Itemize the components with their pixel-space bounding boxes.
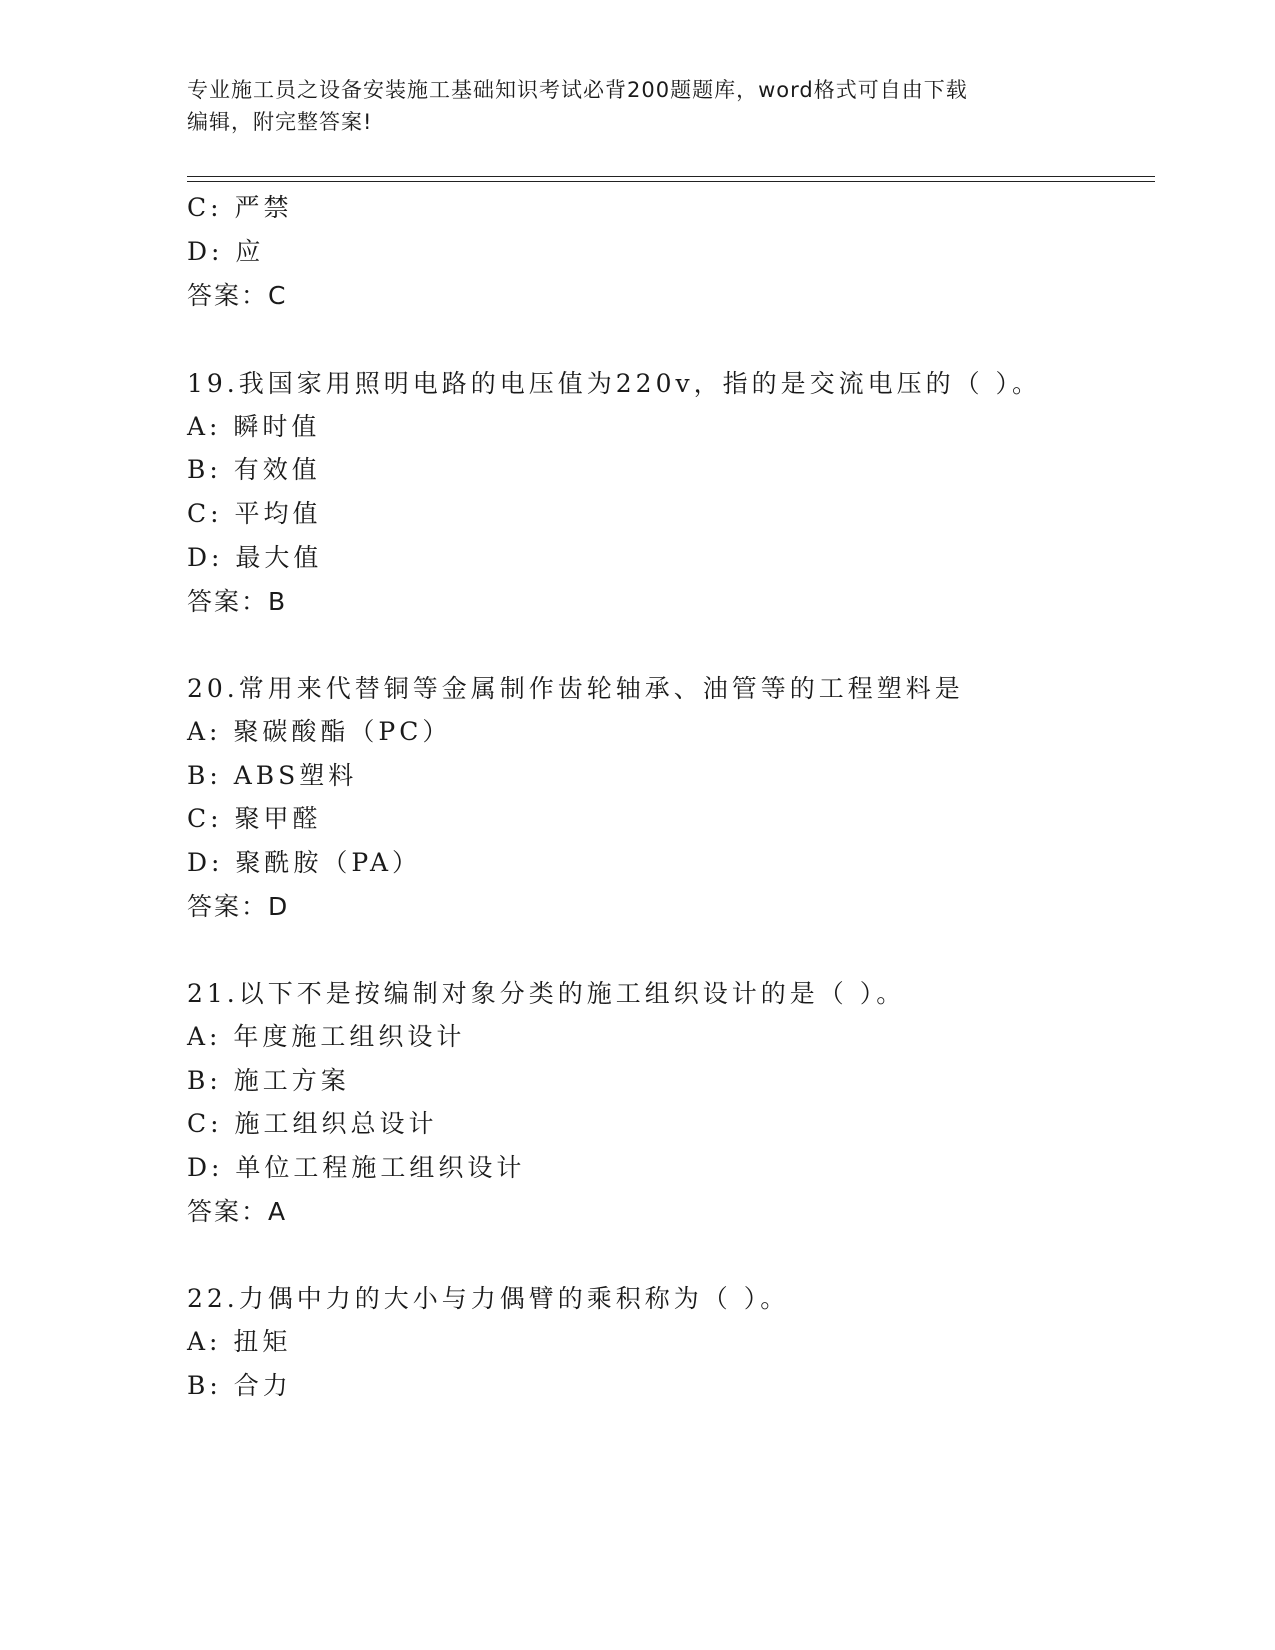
question-21: 21.以下不是按编制对象分类的施工组织设计的是（ ）。 (187, 979, 906, 1008)
option-d: D: 最大值 (187, 543, 323, 572)
option-b: B: ABS塑料 (187, 761, 358, 790)
header-divider-bottom (187, 181, 1155, 182)
option-b: B: 施工方案 (187, 1066, 350, 1095)
option-d: D: 应 (187, 237, 265, 266)
option-a: A: 瞬时值 (187, 412, 321, 441)
option-c: C: 聚甲醛 (187, 804, 322, 833)
option-b: B: 有效值 (187, 455, 321, 484)
answer: 答案：A (187, 1197, 288, 1226)
option-d: D: 单位工程施工组织设计 (187, 1153, 526, 1182)
option-d: D: 聚酰胺（PA） (187, 848, 421, 877)
question-22: 22.力偶中力的大小与力偶臂的乘积称为（ ）。 (187, 1284, 790, 1313)
question-19: 19.我国家用照明电路的电压值为220v，指的是交流电压的（ ）。 (187, 369, 1042, 398)
option-a: A: 年度施工组织设计 (187, 1022, 466, 1051)
option-c: C: 平均值 (187, 499, 322, 528)
option-a: A: 聚碳酸酯（PC） (187, 717, 452, 746)
question-20: 20.常用来代替铜等金属制作齿轮轴承、油管等的工程塑料是 (187, 674, 964, 703)
header-divider-top (187, 176, 1155, 177)
document-header (187, 74, 1087, 138)
option-c: C: 施工组织总设计 (187, 1109, 438, 1138)
option-b: B: 合力 (187, 1371, 292, 1400)
header-line-1: 专业施工员之设备安装施工基础知识考试必背200题题库，word格式可自由下载 (187, 78, 968, 102)
option-a: A: 扭矩 (187, 1327, 292, 1356)
answer: 答案：C (187, 281, 288, 310)
answer: 答案：B (187, 587, 288, 616)
option-c: C: 严禁 (187, 193, 293, 222)
answer: 答案：D (187, 892, 290, 921)
header-line-2: 编辑，附完整答案! (187, 110, 373, 134)
